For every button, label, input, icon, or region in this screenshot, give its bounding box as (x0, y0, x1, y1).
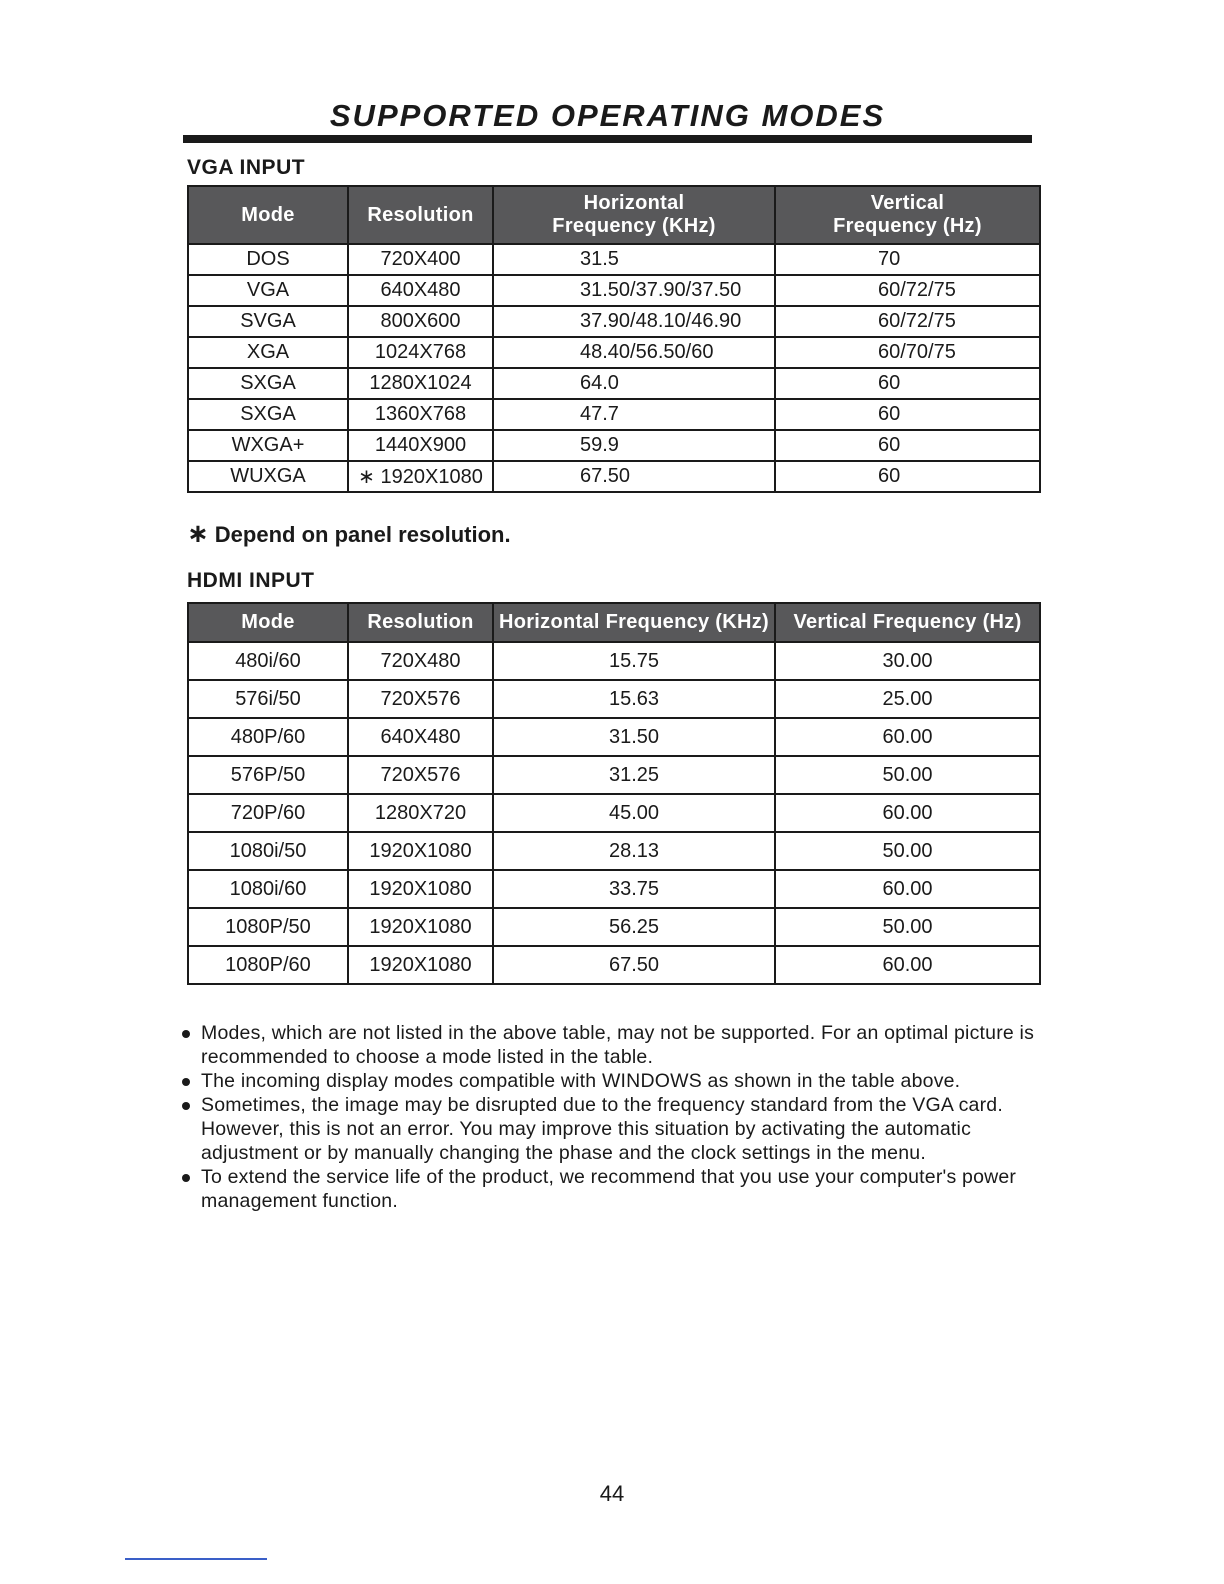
vga-header-vf-line1: Vertical (870, 192, 945, 214)
vga-cell-mode: SXGA (188, 368, 348, 399)
list-item (182, 1093, 1042, 1165)
table-row (188, 244, 1040, 275)
table-row (188, 461, 1040, 492)
list-item-text: Modes, which are not listed in the above table, may not be supported. For an optimal picture is recommended to choose a mode listed in the table. (201, 1022, 1035, 1068)
hdmi-cell-vf: 60.00 (775, 946, 1040, 984)
table-row (188, 870, 1040, 908)
hdmi-section-label: HDMI INPUT (187, 569, 315, 592)
table-row (188, 337, 1040, 368)
bullet-icon (182, 1030, 190, 1038)
vga-cell-hf: 31.50/37.90/37.50 (493, 275, 775, 306)
page-number: 44 (599, 1481, 625, 1506)
hdmi-cell-mode: 720P/60 (188, 794, 348, 832)
table-row (188, 908, 1040, 946)
hdmi-cell-hf: 67.50 (493, 946, 775, 984)
notes-list (182, 1021, 1042, 1213)
hdmi-cell-mode: 576i/50 (188, 680, 348, 718)
vga-cell-resolution: 800X600 (348, 306, 493, 337)
panel-resolution-note-text: Depend on panel resolution. (214, 522, 511, 547)
hdmi-cell-hf: 15.63 (493, 680, 775, 718)
hdmi-cell-vf: 60.00 (775, 870, 1040, 908)
vga-cell-hf: 31.5 (493, 244, 775, 275)
hdmi-cell-hf: 33.75 (493, 870, 775, 908)
hdmi-modes-table (187, 602, 1041, 985)
vga-cell-vf: 60/72/75 (775, 275, 1040, 306)
hdmi-header-vertical-frequency: Vertical Frequency (Hz) (775, 603, 1040, 642)
vga-cell-mode: SVGA (188, 306, 348, 337)
table-row (188, 794, 1040, 832)
title-underline (183, 135, 1032, 143)
hdmi-cell-mode: 480P/60 (188, 718, 348, 756)
vga-cell-resolution: ∗ 1920X1080 (348, 461, 493, 492)
vga-cell-resolution: 1024X768 (348, 337, 493, 368)
hdmi-cell-hf: 45.00 (493, 794, 775, 832)
asterisk-icon: ∗ (187, 518, 209, 548)
table-row (188, 756, 1040, 794)
vga-cell-resolution: 1360X768 (348, 399, 493, 430)
page-title: SUPPORTED OPERATING MODES (329, 98, 886, 133)
vga-cell-mode: WXGA+ (188, 430, 348, 461)
vga-header-hf-line1: Horizontal (583, 192, 685, 214)
hdmi-cell-resolution: 720X576 (348, 680, 493, 718)
hdmi-header-resolution: Resolution (348, 603, 493, 642)
vga-cell-hf: 37.90/48.10/46.90 (493, 306, 775, 337)
hdmi-cell-mode: 1080i/50 (188, 832, 348, 870)
hdmi-cell-resolution: 1280X720 (348, 794, 493, 832)
vga-cell-vf: 60 (775, 368, 1040, 399)
hdmi-cell-hf: 56.25 (493, 908, 775, 946)
table-row (188, 680, 1040, 718)
vga-cell-mode: VGA (188, 275, 348, 306)
vga-header-vf-line2: Frequency (Hz) (833, 215, 982, 237)
vga-cell-resolution: 640X480 (348, 275, 493, 306)
table-row (188, 399, 1040, 430)
vga-cell-vf: 60 (775, 461, 1040, 492)
hdmi-cell-resolution: 1920X1080 (348, 832, 493, 870)
vga-header-horizontal-frequency (493, 186, 775, 244)
vga-cell-hf: 64.0 (493, 368, 775, 399)
table-row (188, 718, 1040, 756)
hdmi-cell-mode: 480i/60 (188, 642, 348, 680)
vga-header-hf-line2: Frequency (KHz) (552, 215, 716, 237)
vga-header-resolution: Resolution (348, 186, 493, 244)
hdmi-cell-hf: 31.50 (493, 718, 775, 756)
vga-cell-resolution: 1440X900 (348, 430, 493, 461)
vga-cell-mode: DOS (188, 244, 348, 275)
vga-modes-table (187, 185, 1041, 493)
vga-header-vertical-frequency (775, 186, 1040, 244)
vga-cell-vf: 60/70/75 (775, 337, 1040, 368)
bullet-icon (182, 1078, 190, 1086)
hdmi-cell-mode: 1080i/60 (188, 870, 348, 908)
table-row (188, 306, 1040, 337)
vga-cell-mode: XGA (188, 337, 348, 368)
hdmi-header-horizontal-frequency: Horizontal Frequency (KHz) (493, 603, 775, 642)
list-item-text: Sometimes, the image may be disrupted due to the frequency standard from the VGA card. However, this is not an error. You may improve this situation by activating the automatic adjustment or by manually changing the phase and the clock settings in the menu. (201, 1094, 1003, 1164)
hdmi-cell-vf: 50.00 (775, 908, 1040, 946)
table-row (188, 275, 1040, 306)
vga-header-row (188, 186, 1040, 244)
hdmi-cell-vf: 30.00 (775, 642, 1040, 680)
vga-cell-hf: 48.40/56.50/60 (493, 337, 775, 368)
hdmi-cell-vf: 50.00 (775, 756, 1040, 794)
vga-cell-mode: SXGA (188, 399, 348, 430)
list-item (182, 1165, 1042, 1213)
list-item (182, 1069, 1042, 1093)
bullet-icon (182, 1102, 190, 1110)
vga-cell-hf: 67.50 (493, 461, 775, 492)
hdmi-cell-resolution: 720X480 (348, 642, 493, 680)
hdmi-cell-resolution: 1920X1080 (348, 946, 493, 984)
table-row (188, 642, 1040, 680)
list-item (182, 1021, 1042, 1069)
vga-cell-vf: 70 (775, 244, 1040, 275)
table-row (188, 832, 1040, 870)
hdmi-cell-mode: 576P/50 (188, 756, 348, 794)
hdmi-cell-vf: 60.00 (775, 794, 1040, 832)
hdmi-header-row (188, 603, 1040, 642)
vga-cell-hf: 59.9 (493, 430, 775, 461)
hdmi-cell-mode: 1080P/60 (188, 946, 348, 984)
vga-section-label: VGA INPUT (187, 156, 306, 179)
table-row (188, 430, 1040, 461)
hdmi-cell-resolution: 720X576 (348, 756, 493, 794)
vga-cell-mode: WUXGA (188, 461, 348, 492)
table-row (188, 946, 1040, 984)
hdmi-cell-mode: 1080P/50 (188, 908, 348, 946)
hdmi-cell-vf: 60.00 (775, 718, 1040, 756)
vga-cell-resolution: 720X400 (348, 244, 493, 275)
vga-cell-vf: 60/72/75 (775, 306, 1040, 337)
hdmi-cell-vf: 25.00 (775, 680, 1040, 718)
list-item-text: To extend the service life of the product, we recommend that you use your computer's power management function. (201, 1166, 1017, 1212)
hdmi-cell-resolution: 1920X1080 (348, 870, 493, 908)
hdmi-cell-hf: 28.13 (493, 832, 775, 870)
hdmi-cell-vf: 50.00 (775, 832, 1040, 870)
bullet-icon (182, 1174, 190, 1182)
hdmi-cell-resolution: 1920X1080 (348, 908, 493, 946)
panel-resolution-note (187, 518, 511, 549)
vga-header-mode: Mode (188, 186, 348, 244)
hdmi-cell-hf: 31.25 (493, 756, 775, 794)
hdmi-cell-resolution: 640X480 (348, 718, 493, 756)
vga-cell-vf: 60 (775, 430, 1040, 461)
vga-cell-hf: 47.7 (493, 399, 775, 430)
hdmi-header-mode: Mode (188, 603, 348, 642)
list-item-text: The incoming display modes compatible with WINDOWS as shown in the table above. (201, 1070, 961, 1092)
table-row (188, 368, 1040, 399)
vga-cell-vf: 60 (775, 399, 1040, 430)
hdmi-cell-hf: 15.75 (493, 642, 775, 680)
vga-cell-resolution: 1280X1024 (348, 368, 493, 399)
bottom-divider (125, 1558, 267, 1560)
